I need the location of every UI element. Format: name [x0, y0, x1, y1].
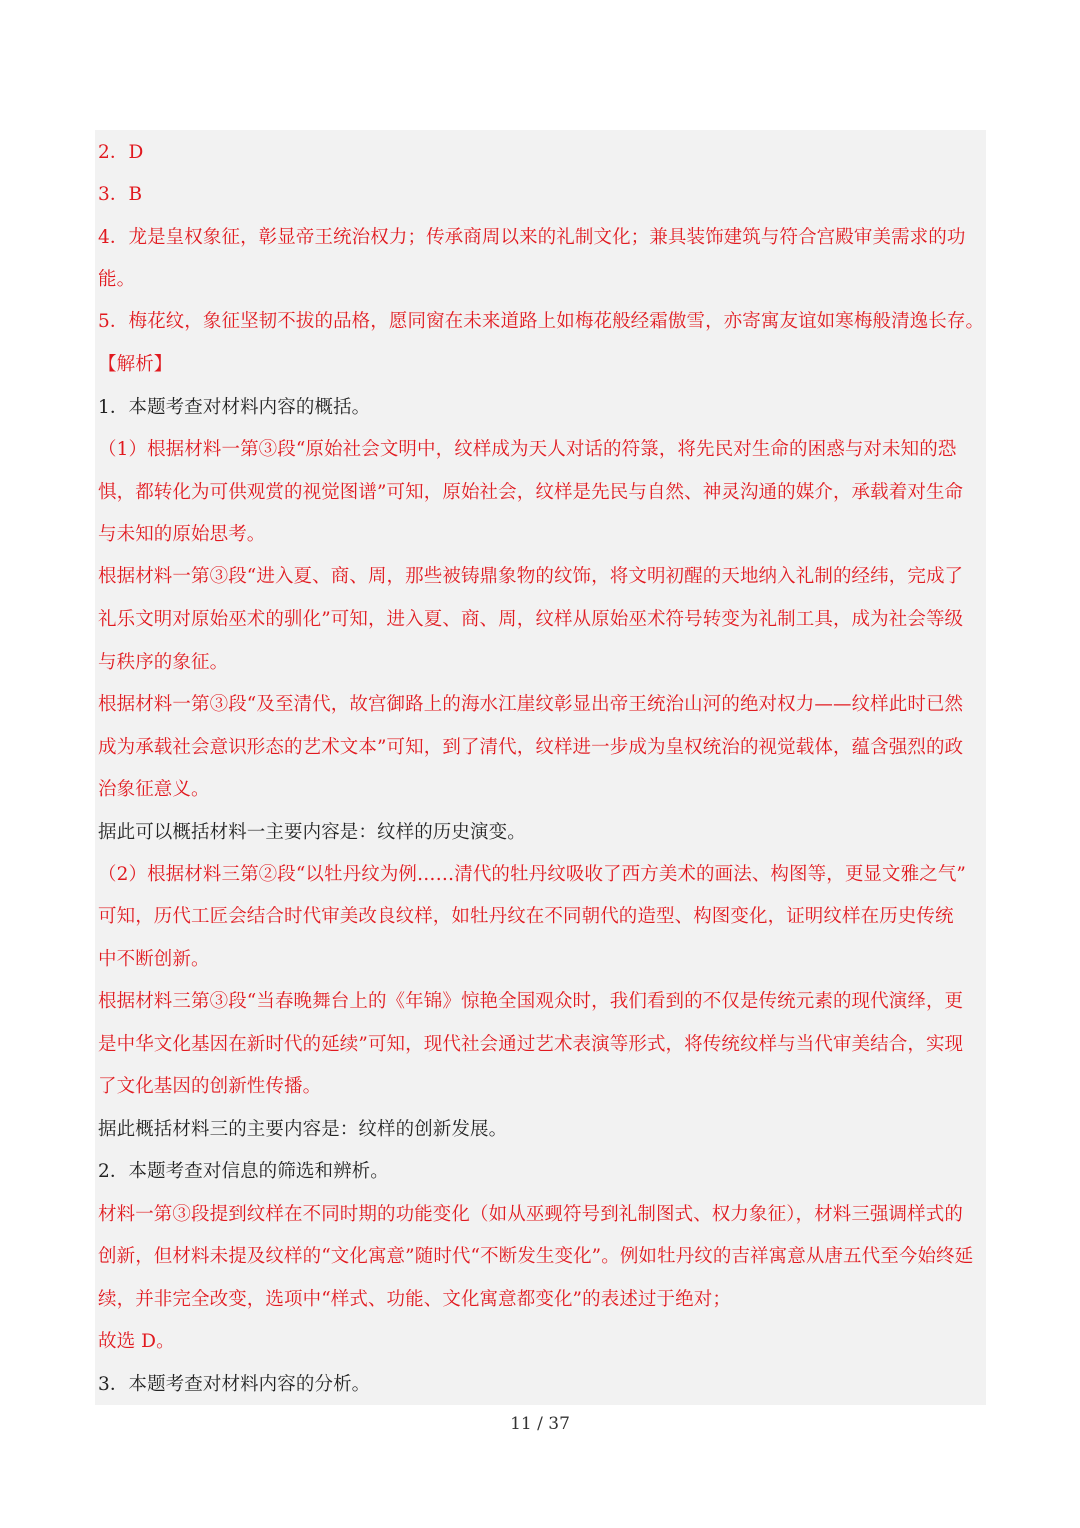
analysis-p3-line-2: 成为承载社会意识形态的艺术文本”可知，到了清代，纹样进一步成为皇权统治的视觉载体，蕴含强烈的政: [98, 737, 964, 758]
analysis-p6-line-2: 创新，但材料未提及纹样的“文化寓意”随时代“不断发生变化”。例如牡丹纹的吉祥寓意从唐五代至今始终延: [98, 1246, 974, 1267]
analysis-p6-line-1: 材料一第③段提到纹样在不同时期的功能变化（如从巫觋符号到礼制图式、权力象征），材料三强调样式的: [98, 1204, 963, 1225]
summary-material-1: 据此可以概括材料一主要内容是：纹样的历史演变。: [98, 822, 526, 843]
analysis-p6-line-3: 续，并非完全改变，选项中“样式、功能、文化寓意都变化”的表述过于绝对；: [98, 1289, 731, 1310]
analysis-p4-line-1: （2）根据材料三第②段“以牡丹纹为例……清代的牡丹纹吸收了西方美术的画法、构图等，更显文雅之气”: [98, 864, 966, 885]
question-3-intro: 3．本题考查对材料内容的分析。: [98, 1374, 371, 1395]
analysis-heading: 【解析】: [98, 354, 173, 375]
analysis-p4-line-3: 中不断创新。: [98, 949, 210, 970]
analysis-p4-line-2: 可知，历代工匠会结合时代审美改良纹样，如牡丹纹在不同朝代的造型、构图变化，证明纹样在历史传统: [98, 906, 954, 927]
summary-material-3: 据此概括材料三的主要内容是：纹样的创新发展。: [98, 1119, 508, 1140]
analysis-p3-line-1: 根据材料一第③段“及至清代，故宫御路上的海水江崖纹彰显出帝王统治山河的绝对权力——纹样此时已然: [98, 694, 964, 715]
answer-2: 2．D: [98, 142, 144, 163]
analysis-p5-line-2: 是中华文化基因在新时代的延续”可知，现代社会通过艺术表演等形式，将传统纹样与当代审美结合，实现: [98, 1034, 964, 1055]
answer-4-line-2: 能。: [98, 269, 136, 290]
analysis-p5-line-1: 根据材料三第③段“当春晚舞台上的《年锦》惊艳全国观众时，我们看到的不仅是传统元素的现代演绎，更: [98, 991, 964, 1012]
analysis-p5-line-3: 了文化基因的创新性传播。: [98, 1076, 322, 1097]
answer-4-line-1: 4．龙是皇权象征，彰显帝王统治权力；传承商周以来的礼制文化；兼具装饰建筑与符合宫殿审美需求的功: [98, 227, 966, 248]
analysis-p1-line-1: （1）根据材料一第③段“原始社会文明中，纹样成为天人对话的符箓，将先民对生命的困惑与对未知的恐: [98, 439, 957, 460]
question-1-intro: 1．本题考查对材料内容的概括。: [98, 397, 371, 418]
question-2-choice: 故选 D。: [98, 1331, 175, 1352]
analysis-p1-line-2: 惧，都转化为可供观赏的视觉图谱”可知，原始社会，纹样是先民与自然、神灵沟通的媒介，承载着对生命: [98, 482, 964, 503]
page-number: 11 / 37: [510, 1414, 570, 1434]
analysis-p1-line-3: 与未知的原始思考。: [98, 524, 266, 545]
answer-3: 3．B: [98, 184, 143, 205]
analysis-p3-line-3: 治象征意义。: [98, 779, 210, 800]
question-2-intro: 2．本题考查对信息的筛选和辨析。: [98, 1161, 389, 1182]
answer-5: 5．梅花纹，象征坚韧不拔的品格，愿同窗在未来道路上如梅花般经霜傲雪，亦寄寓友谊如寒梅般清逸长存。: [98, 311, 985, 332]
analysis-p2-line-3: 与秩序的象征。: [98, 652, 229, 673]
analysis-p2-line-1: 根据材料一第③段“进入夏、商、周，那些被铸鼎象物的纹饰，将文明初醒的天地纳入礼制的经纬，完成了: [98, 566, 964, 587]
analysis-p2-line-2: 礼乐文明对原始巫术的驯化”可知，进入夏、商、周，纹样从原始巫术符号转变为礼制工具，成为社会等级: [98, 609, 964, 630]
